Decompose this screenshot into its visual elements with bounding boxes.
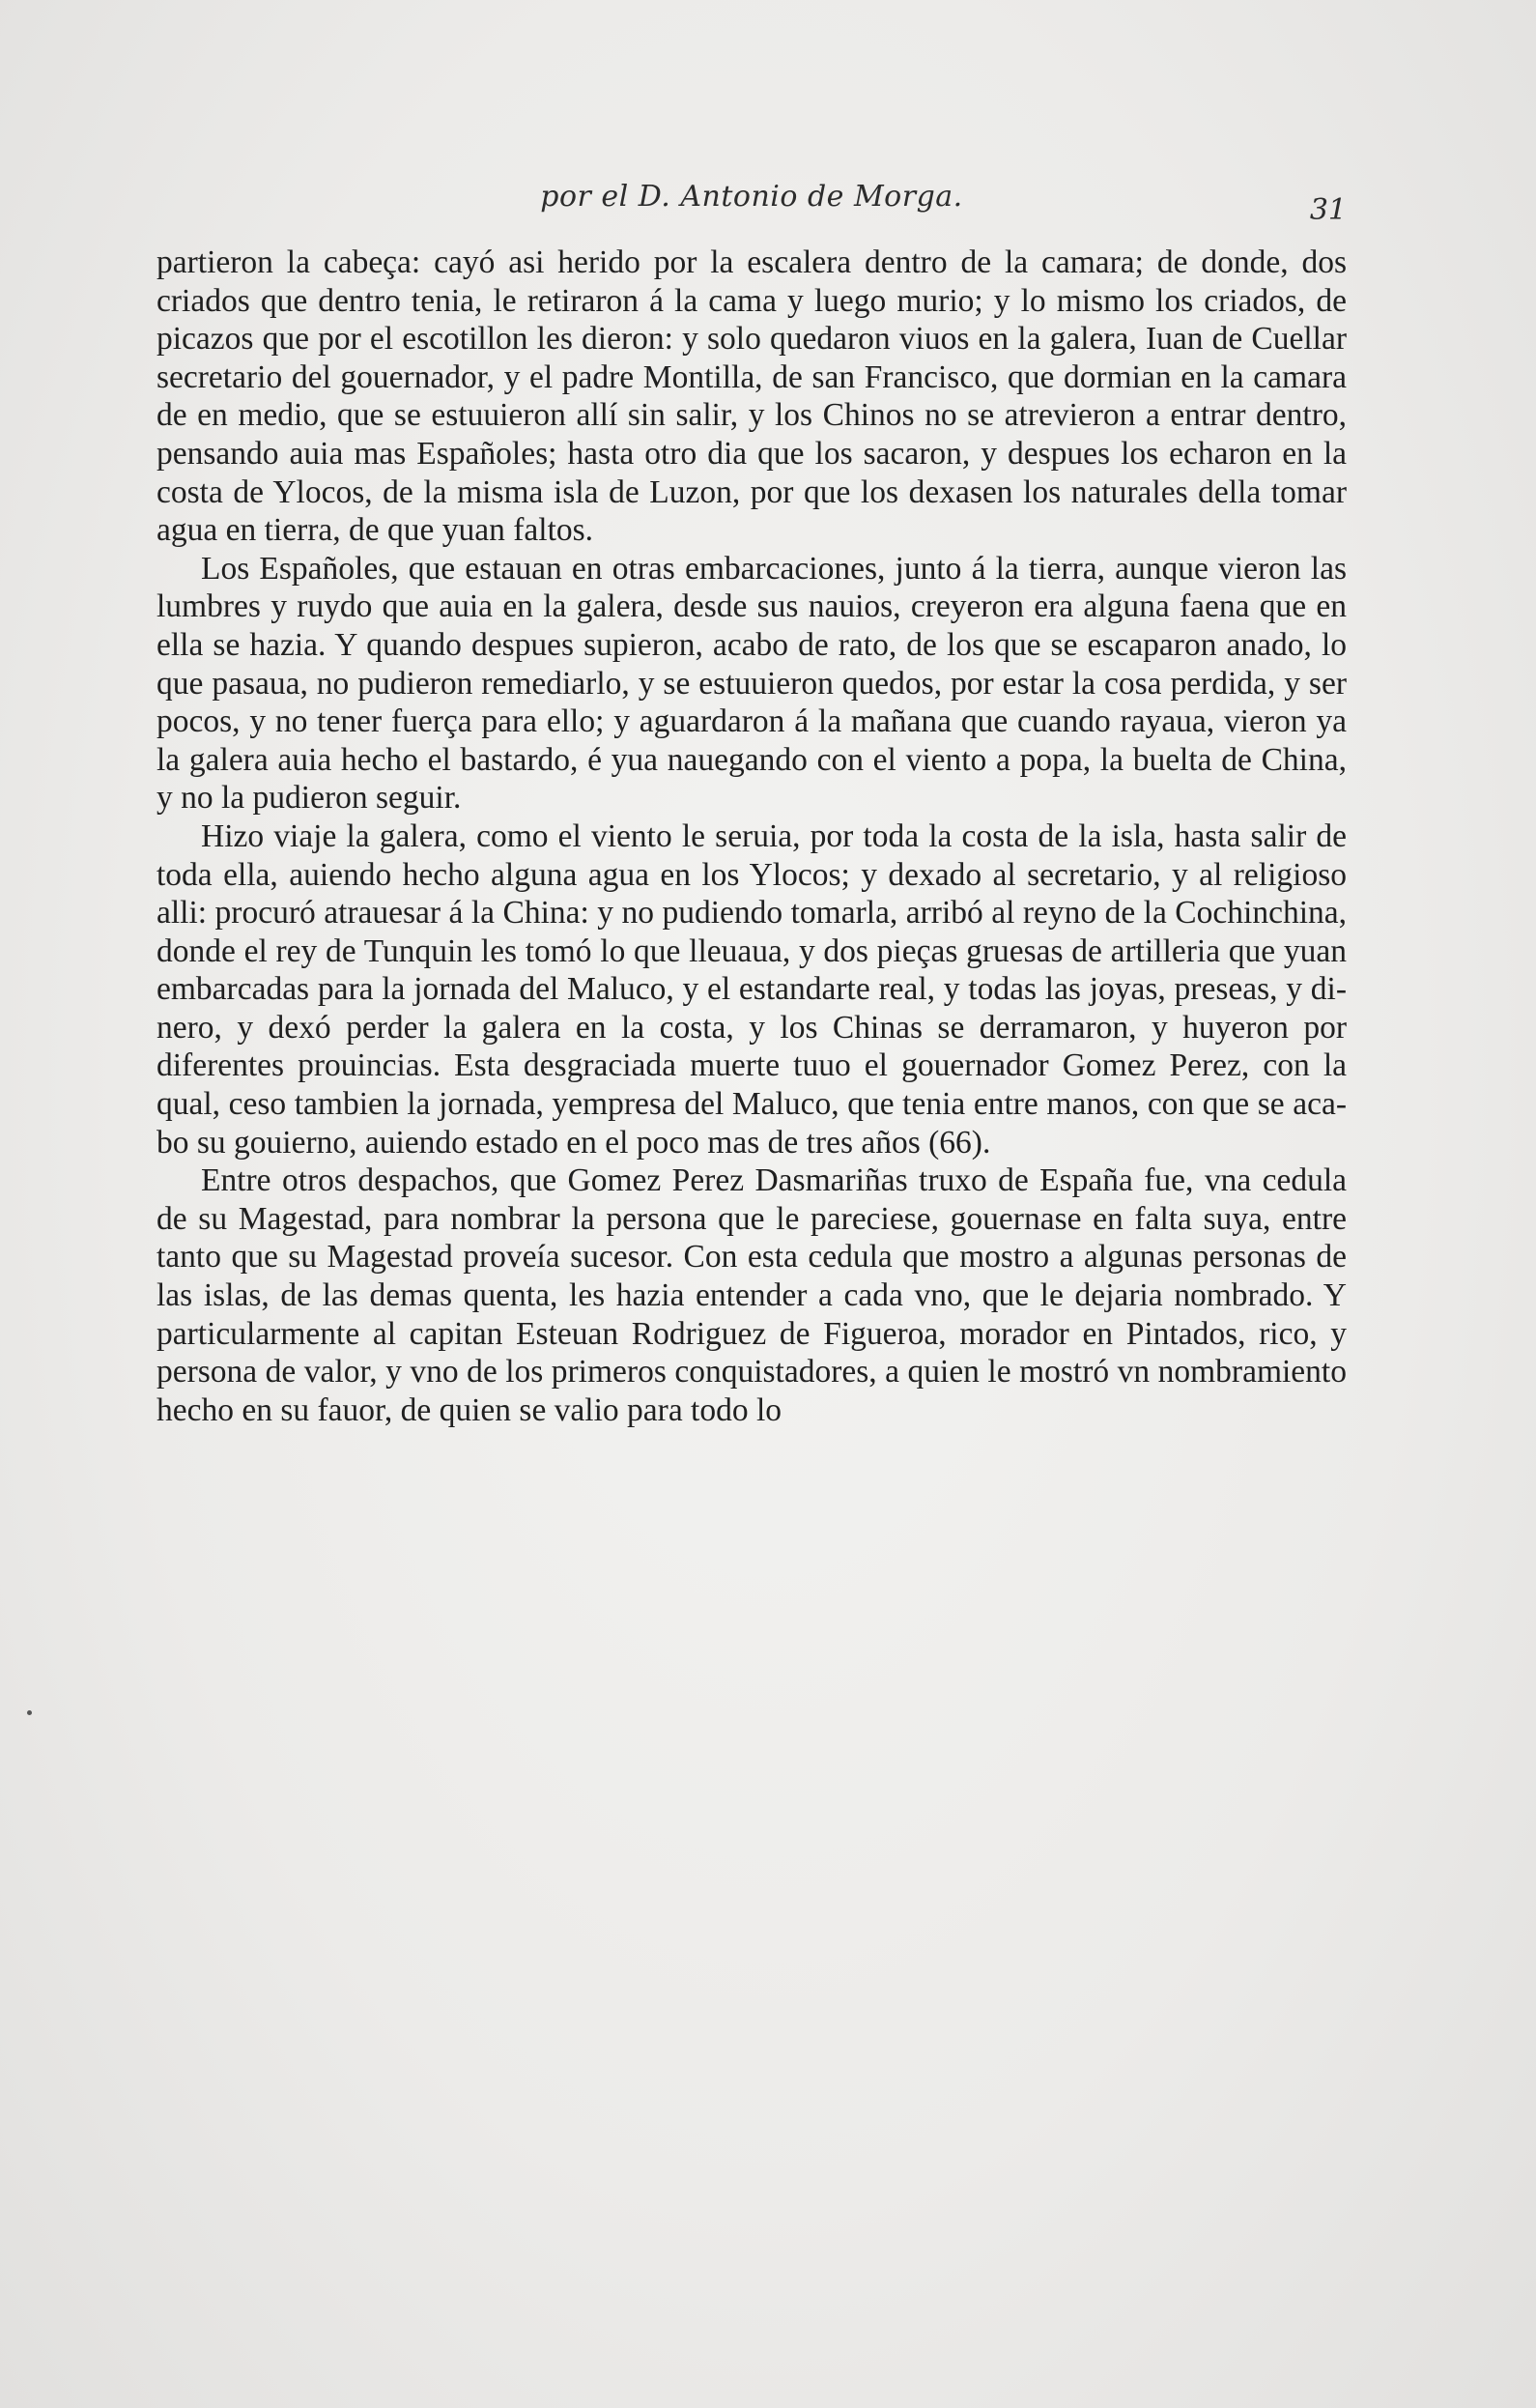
running-head: por el D. Antonio de Morga. [540,180,963,214]
paragraph: Entre otros despachos, que Gomez Perez Dasmariñas truxo de España fue, vna cedula de su Magestad, para nombrar la persona que le pareciese, gouernase en falta suya, entre tanto que su Magestad proveía sucesor. Con esta cedula que mostro a algunas personas de las islas, de las demas quenta, les hazia entender a cada vno, que le dejaria nombrado. Y particularmente al capitan Esteuan Rodriguez de Figueroa, morador en Pintados, rico, y persona de valor, y vno de los primeros conquistadores, a quien le mostró vn nombramiento hecho en su fauor, de quien se valio para todo lo [156,1162,1347,1428]
page-header [156,180,1347,228]
page-number: 31 [1309,193,1347,227]
paragraph: Los Españoles, que estauan en otras embarcaciones, junto á la tierra, aunque vieron las lumbres y ruydo que auia en la galera, desde sus nauios, creyeron era alguna faena que en ella se hazia. Y quando despues supieron, acabo de rato, de los que se escaparon anado, lo que pasaua, no pudieron remediarlo, y se estuuieron quedos, por estar la cosa perdida, y ser pocos, y no tener fuerça para ello; y aguardaron á la mañana que cuando rayaua, vieron ya la galera auia hecho el bastardo, é yua nauegando con el viento a popa, la buelta de China, y no la pudieron seguir. [156,550,1347,817]
paragraph: Hizo viaje la galera, como el viento le seruia, por toda la costa de la isla, hasta salir de toda ella, auiendo hecho alguna agua en los Ylocos; y dexado al secretario, y al religioso alli: procuró atrauesar á la China: y no pudiendo tomarla, arribó al reyno de la Cochinchina, donde el rey de Tunquin les tomó lo que lleuaua, y dos pieças gruesas de artilleria que yuan embarcadas para la jornada del Maluco, y el estandarte real, y todas las joyas, preseas, y dinero, y dexó perder la galera en la costa, y los Chinas se derramaron, y huyeron por diferentes prouincias. Esta desgraciada muerte tuuo el gouernador Gomez Perez, con la qual, ceso tambien la jornada, yempresa del Maluco, que tenia entre manos, con que se acabo su gouierno, auiendo estado en el poco mas de tres años (66). [156,817,1347,1161]
paragraph: partieron la cabeça: cayó asi herido por la escalera dentro de la camara; de donde, dos criados que dentro tenia, le retiraron á la cama y luego murio; y lo mismo los criados, de picazos que por el escotillon les dieron: y solo quedaron viuos en la galera, Iuan de Cuellar secretario del gouernador, y el padre Montilla, de san Francisco, que dormian en la camara de en medio, que se estuuieron allí sin salir, y los Chinos no se atrevieron a entrar dentro, pensando auia mas Españoles; hasta otro dia que los sacaron, y despues los echaron en la costa de Ylocos, de la misma isla de Luzon, por que los dexasen los naturales della tomar agua en tierra, de que yuan faltos. [156,244,1347,549]
margin-speck [27,1710,32,1715]
body-text [156,244,1347,1429]
